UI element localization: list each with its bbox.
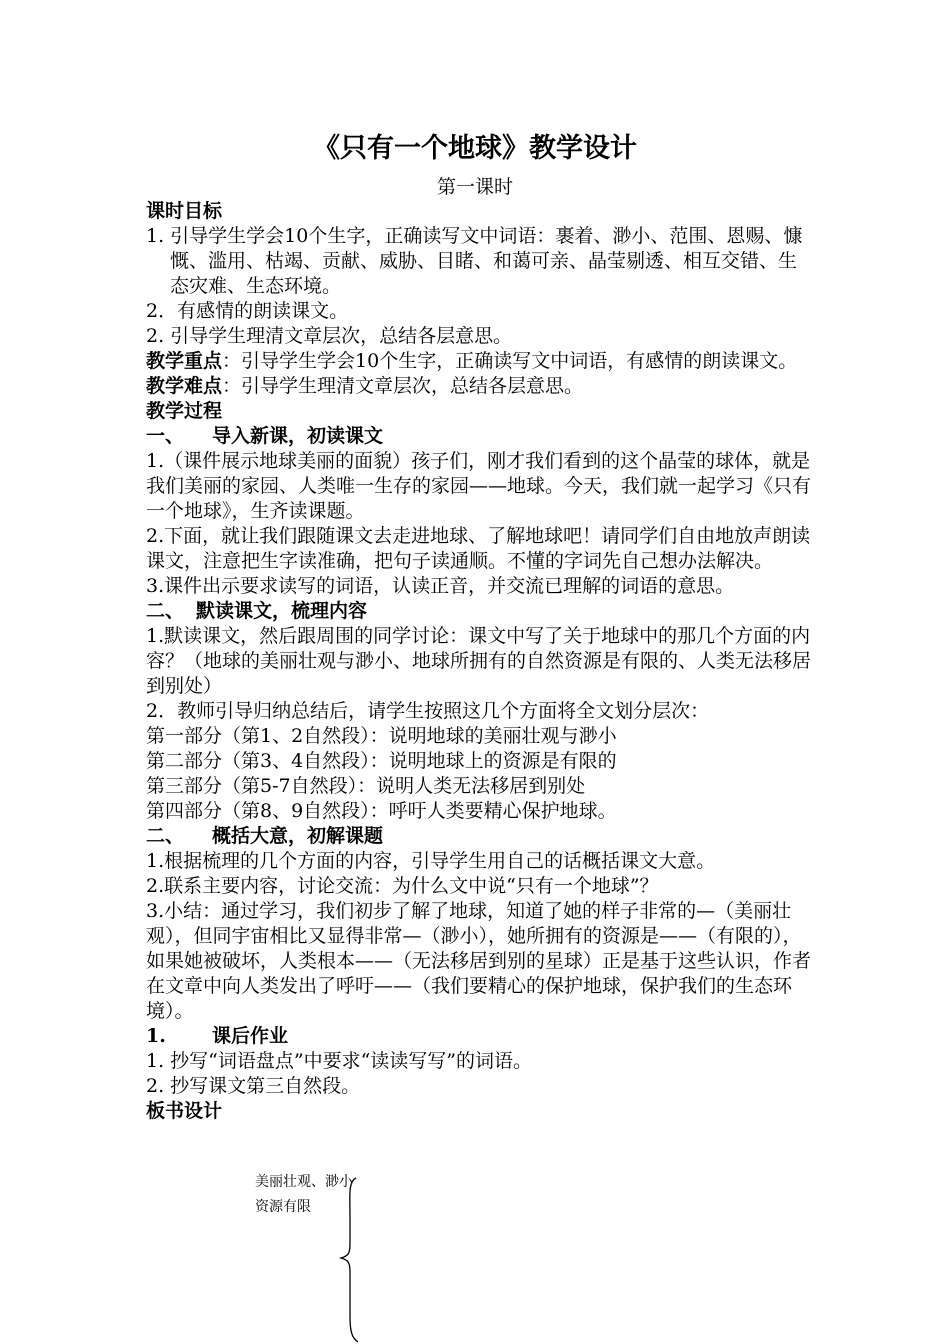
document-title: 《只有一个地球》教学设计 — [313, 133, 637, 164]
paragraph: 第一部分（第1、2自然段）：说明地球的美丽壮观与渺小 — [146, 725, 617, 747]
board-line: 美丽壮观、渺小 — [255, 1174, 353, 1190]
paragraph: 3.小结：通过学习，我们初步了解了地球，知道了她的样子非常的—（美丽壮观），但同宇宙相比又显得非常—（渺小），她所拥有的资源是——（有限的），如果她被破坏，人类根本——（无法移居到别的星球）正是基于这些认识，作者在文章中向人类发出了呼吁——（我们要精心的保护地球，保护我们的生态环境）。 — [146, 900, 812, 1022]
paragraph: 第四部分（第8、9自然段）：呼吁人类要精心保护地球。 — [146, 800, 617, 822]
section-heading — [146, 424, 811, 449]
section-heading — [146, 599, 811, 624]
section-number: 二、 — [146, 825, 185, 847]
process-heading: 教学过程 — [146, 400, 223, 422]
difficulty-point — [146, 374, 811, 399]
document-body — [146, 199, 811, 1124]
section-number: 1. — [146, 1025, 166, 1047]
paragraph: 2.联系主要内容，讨论交流：为什么文中说“只有一个地球”？ — [146, 875, 659, 897]
paragraph: 第三部分（第5-7自然段）：说明人类无法移居到别处 — [146, 775, 586, 797]
paragraph: 2．教师引导归纳总结后，请学生按照这几个方面将全文划分层次： — [146, 700, 710, 722]
paragraph: 第二部分（第3、4自然段）：说明地球上的资源是有限的 — [146, 750, 617, 772]
key-point-label: 教学重点 — [146, 350, 223, 372]
section-heading — [146, 1024, 811, 1049]
board-heading: 板书设计 — [146, 1100, 223, 1122]
section-number: 一、 — [146, 425, 185, 447]
goal-item: 1. 引导学生学会10个生字，正确读写文中词语：裹着、渺小、范围、恩赐、慷慨、滥用、枯竭、贡献、威胁、目睹、和蔼可亲、晶莹剔透、相互交错、生态灾难、生态环境。 — [146, 225, 803, 297]
section-heading — [146, 824, 811, 849]
homework-item: 1. 抄写“词语盘点”中要求“读读写写”的词语。 — [146, 1050, 533, 1072]
section-title: 默读课文，梳理内容 — [196, 600, 368, 622]
paragraph: 2.下面，就让我们跟随课文去走进地球、了解地球吧！请同学们自由地放声朗读课文，注意把生字读准确，把句子读通顺。不懂的字词先自己想办法解决。 — [146, 525, 811, 572]
section-title: 概括大意，初解课题 — [212, 825, 384, 847]
section-number: 二、 — [146, 600, 185, 622]
difficulty-label: 教学难点 — [146, 375, 223, 397]
paragraph: 1.（课件展示地球美丽的面貌）孩子们，刚才我们看到的这个晶莹的球体，就是我们美丽的家园、人类唯一生存的家园——地球。今天，我们就一起学习《只有一个地球》，生齐读课题。 — [146, 450, 812, 522]
curly-brace-icon — [338, 1176, 362, 1344]
section-title: 导入新课，初读课文 — [212, 425, 384, 447]
difficulty-text: ：引导学生理清文章层次，总结各层意思。 — [222, 375, 584, 397]
paragraph: 1.根据梳理的几个方面的内容，引导学生用自己的话概括课文大意。 — [146, 850, 716, 872]
section-title: 课后作业 — [212, 1025, 289, 1047]
homework-item: 2. 抄写课文第三自然段。 — [146, 1075, 361, 1097]
document-subtitle: 第一课时 — [436, 176, 513, 198]
paragraph: 1.默读课文，然后跟周围的同学讨论：课文中写了关于地球中的那几个方面的内容？（地球的美丽壮观与渺小、地球所拥有的自然资源是有限的、人类无法移居到别处） — [146, 625, 812, 697]
goal-item: 2．有感情的朗读课文。 — [146, 300, 349, 322]
board-line: 资源有限 — [255, 1199, 311, 1215]
key-point — [146, 349, 811, 374]
paragraph: 3.课件出示要求读写的词语，认读正音，并交流已理解的词语的意思。 — [146, 575, 735, 597]
goal-item: 2. 引导学生理清文章层次，总结各层意思。 — [146, 325, 513, 347]
key-point-text: ：引导学生学会10个生字，正确读写文中词语，有感情的朗读课文。 — [222, 350, 798, 372]
goals-heading: 课时目标 — [146, 200, 223, 222]
